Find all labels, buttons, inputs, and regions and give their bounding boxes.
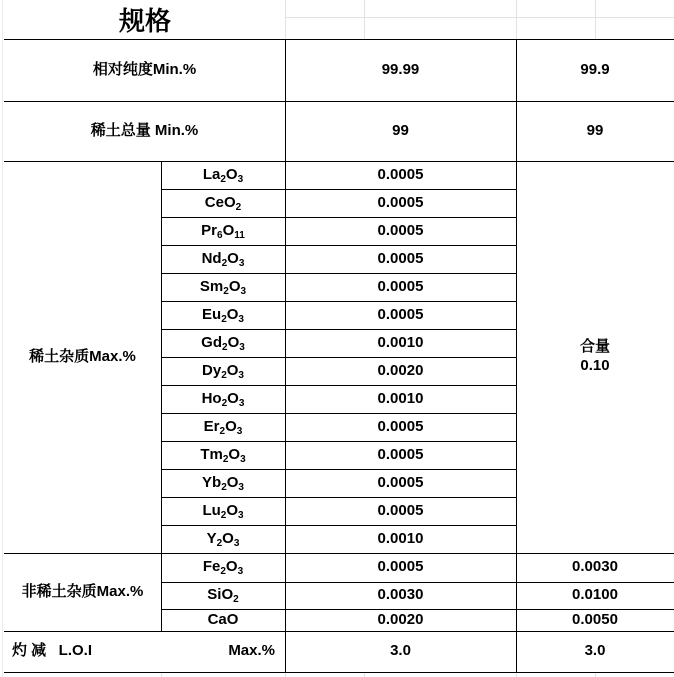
formula-text: O <box>227 249 239 267</box>
formula-subscript: 2 <box>220 173 226 185</box>
formula-subscript: 3 <box>238 509 244 521</box>
re-impurity-value: 0.0005 <box>377 473 424 491</box>
gridline <box>285 0 286 39</box>
formula <box>203 558 243 577</box>
re-impurity-formula <box>161 161 285 189</box>
formula-subscript: 3 <box>239 341 245 353</box>
formula-subscript: 2 <box>222 341 228 353</box>
formula-text: La <box>202 165 221 183</box>
re-impurity-formula <box>161 245 285 273</box>
non-re-impurity-grade-a: 0.0005 <box>377 558 424 576</box>
formula-text: Tm <box>200 445 223 463</box>
formula-text: O <box>227 333 240 351</box>
non-re-impurity-grade-b: 0.0050 <box>572 610 618 628</box>
page-title: 规格 <box>118 5 171 36</box>
non-re-impurity-formula <box>161 582 285 609</box>
formula-subscript: 2 <box>221 257 228 269</box>
re-impurity-value: 0.0005 <box>377 165 424 183</box>
formula-subscript: 3 <box>233 537 240 549</box>
formula-text: CeO <box>204 193 236 211</box>
relative-purity-label: 相对纯度Min.% <box>92 60 197 78</box>
formula-text: O <box>225 417 237 435</box>
gridline <box>595 0 596 39</box>
formula-text: O <box>225 165 238 183</box>
re-impurity-value: 0.0005 <box>377 193 424 211</box>
re-impurity-formula <box>161 385 285 413</box>
formula-subscript: 2 <box>223 285 229 297</box>
formula-text: Pr <box>201 221 218 239</box>
formula <box>202 306 244 325</box>
total-value: 0.10 <box>580 357 610 374</box>
formula <box>203 166 243 185</box>
treo-label: 稀土总量 Min.% <box>90 121 199 139</box>
re-impurity-value: 0.0010 <box>377 529 424 547</box>
re-impurity-formula <box>161 525 285 553</box>
formula <box>202 474 244 493</box>
formula-text: Yb <box>202 473 222 491</box>
formula-text: O <box>227 389 239 407</box>
re-impurity-formula <box>161 357 285 385</box>
re-impurity-value: 0.0020 <box>377 361 424 379</box>
treo-grade-b: 99 <box>586 121 604 139</box>
formula-text: O <box>222 529 234 547</box>
gridline <box>516 0 517 39</box>
re-impurity-formula <box>161 189 285 217</box>
non-re-impurity-grade-a: 0.0020 <box>377 610 424 628</box>
formula <box>207 586 238 605</box>
non-re-impurity-grade-b: 0.0100 <box>572 586 618 604</box>
formula-text: O <box>222 221 235 239</box>
formula-text: O <box>225 558 238 576</box>
formula-subscript: 2 <box>235 201 242 213</box>
formula-subscript: 3 <box>238 313 244 325</box>
formula-text: SiO <box>207 586 234 604</box>
formula-text: O <box>228 277 241 295</box>
formula-subscript: 3 <box>238 481 244 493</box>
formula-text: Nd <box>201 249 222 267</box>
formula-text: Fe <box>202 558 221 576</box>
formula <box>201 222 245 241</box>
non-re-impurity-formula <box>161 553 285 582</box>
formula <box>200 278 246 297</box>
loi-grade-b: 3.0 <box>584 642 606 660</box>
re-impurity-formula <box>161 329 285 357</box>
re-impurity-value: 0.0005 <box>377 277 424 295</box>
non-re-impurities-label: 非稀土杂质Max.% <box>21 582 144 600</box>
formula-text: Er <box>203 417 220 435</box>
re-impurity-formula <box>161 217 285 245</box>
formula-subscript: 2 <box>233 594 239 606</box>
formula <box>208 611 239 630</box>
border <box>4 672 674 673</box>
formula-text: Dy <box>202 361 222 379</box>
re-impurity-value: 0.0005 <box>377 501 424 519</box>
re-impurity-value: 0.0005 <box>377 221 424 239</box>
formula-subscript: 2 <box>222 453 229 465</box>
formula-text: O <box>226 501 238 519</box>
formula-subscript: 2 <box>221 313 227 325</box>
re-impurity-value: 0.0005 <box>377 249 424 267</box>
formula-text: Lu <box>202 501 221 519</box>
re-impurity-value: 0.0010 <box>377 333 424 351</box>
formula-text: Y <box>206 529 217 547</box>
formula-subscript: 6 <box>217 229 223 241</box>
formula-subscript: 3 <box>236 425 243 437</box>
loi-grade-a: 3.0 <box>390 642 411 660</box>
formula <box>202 250 245 269</box>
gridline <box>285 17 674 18</box>
re-impurity-formula <box>161 273 285 301</box>
loi-unit: Max.% <box>228 642 275 660</box>
re-impurity-formula <box>161 413 285 441</box>
formula <box>202 362 244 381</box>
formula-subscript: 2 <box>221 397 228 409</box>
formula-subscript: 3 <box>237 173 244 185</box>
formula <box>202 502 243 521</box>
relative-purity-grade-a: 99.99 <box>381 60 420 78</box>
formula-subscript: 3 <box>238 257 245 269</box>
re-impurity-formula <box>161 301 285 329</box>
formula <box>205 194 241 213</box>
formula <box>200 446 245 465</box>
non-re-impurity-formula <box>161 609 285 631</box>
formula-text: O <box>226 361 239 379</box>
formula-subscript: 3 <box>240 285 247 297</box>
formula-subscript: 11 <box>234 229 245 241</box>
formula <box>201 334 245 353</box>
formula-subscript: 3 <box>237 566 244 578</box>
formula-text: CaO <box>207 610 239 628</box>
formula-text: O <box>226 305 239 323</box>
re-impurities-label: 稀土杂质Max.% <box>29 347 136 365</box>
formula <box>204 418 243 437</box>
formula-subscript: 3 <box>238 397 245 409</box>
re-impurity-formula <box>161 469 285 497</box>
formula-text: Gd <box>201 333 223 351</box>
re-impurity-value: 0.0005 <box>377 305 424 323</box>
loi-label: 灼 减 L.O.I <box>12 642 93 660</box>
formula-text: O <box>226 473 239 491</box>
treo-grade-a: 99 <box>392 121 409 139</box>
formula-subscript: 2 <box>219 425 226 437</box>
re-impurity-value: 0.0005 <box>377 445 424 463</box>
gridline <box>364 0 365 39</box>
total-label: 合量 <box>579 338 610 356</box>
formula-text: Eu <box>202 305 222 323</box>
relative-purity-grade-b: 99.9 <box>580 60 610 78</box>
re-impurity-value: 0.0005 <box>377 417 424 435</box>
formula-subscript: 2 <box>216 537 223 549</box>
re-impurity-formula <box>161 497 285 525</box>
formula-subscript: 2 <box>221 369 227 381</box>
re-impurities-total <box>516 161 674 553</box>
non-re-impurity-grade-b: 0.0030 <box>572 558 618 576</box>
formula <box>202 390 245 409</box>
re-impurity-formula <box>161 441 285 469</box>
formula-subscript: 3 <box>240 453 246 465</box>
formula-text: O <box>228 445 241 463</box>
non-re-impurity-grade-a: 0.0030 <box>377 586 424 604</box>
formula-subscript: 2 <box>220 566 226 578</box>
gridline <box>2 0 3 677</box>
formula-subscript: 2 <box>220 509 227 521</box>
formula <box>207 530 240 549</box>
re-impurity-value: 0.0010 <box>377 389 424 407</box>
formula-text: Ho <box>201 389 222 407</box>
formula-subscript: 3 <box>238 369 244 381</box>
formula-text: Sm <box>199 277 224 295</box>
formula-subscript: 2 <box>221 481 227 493</box>
